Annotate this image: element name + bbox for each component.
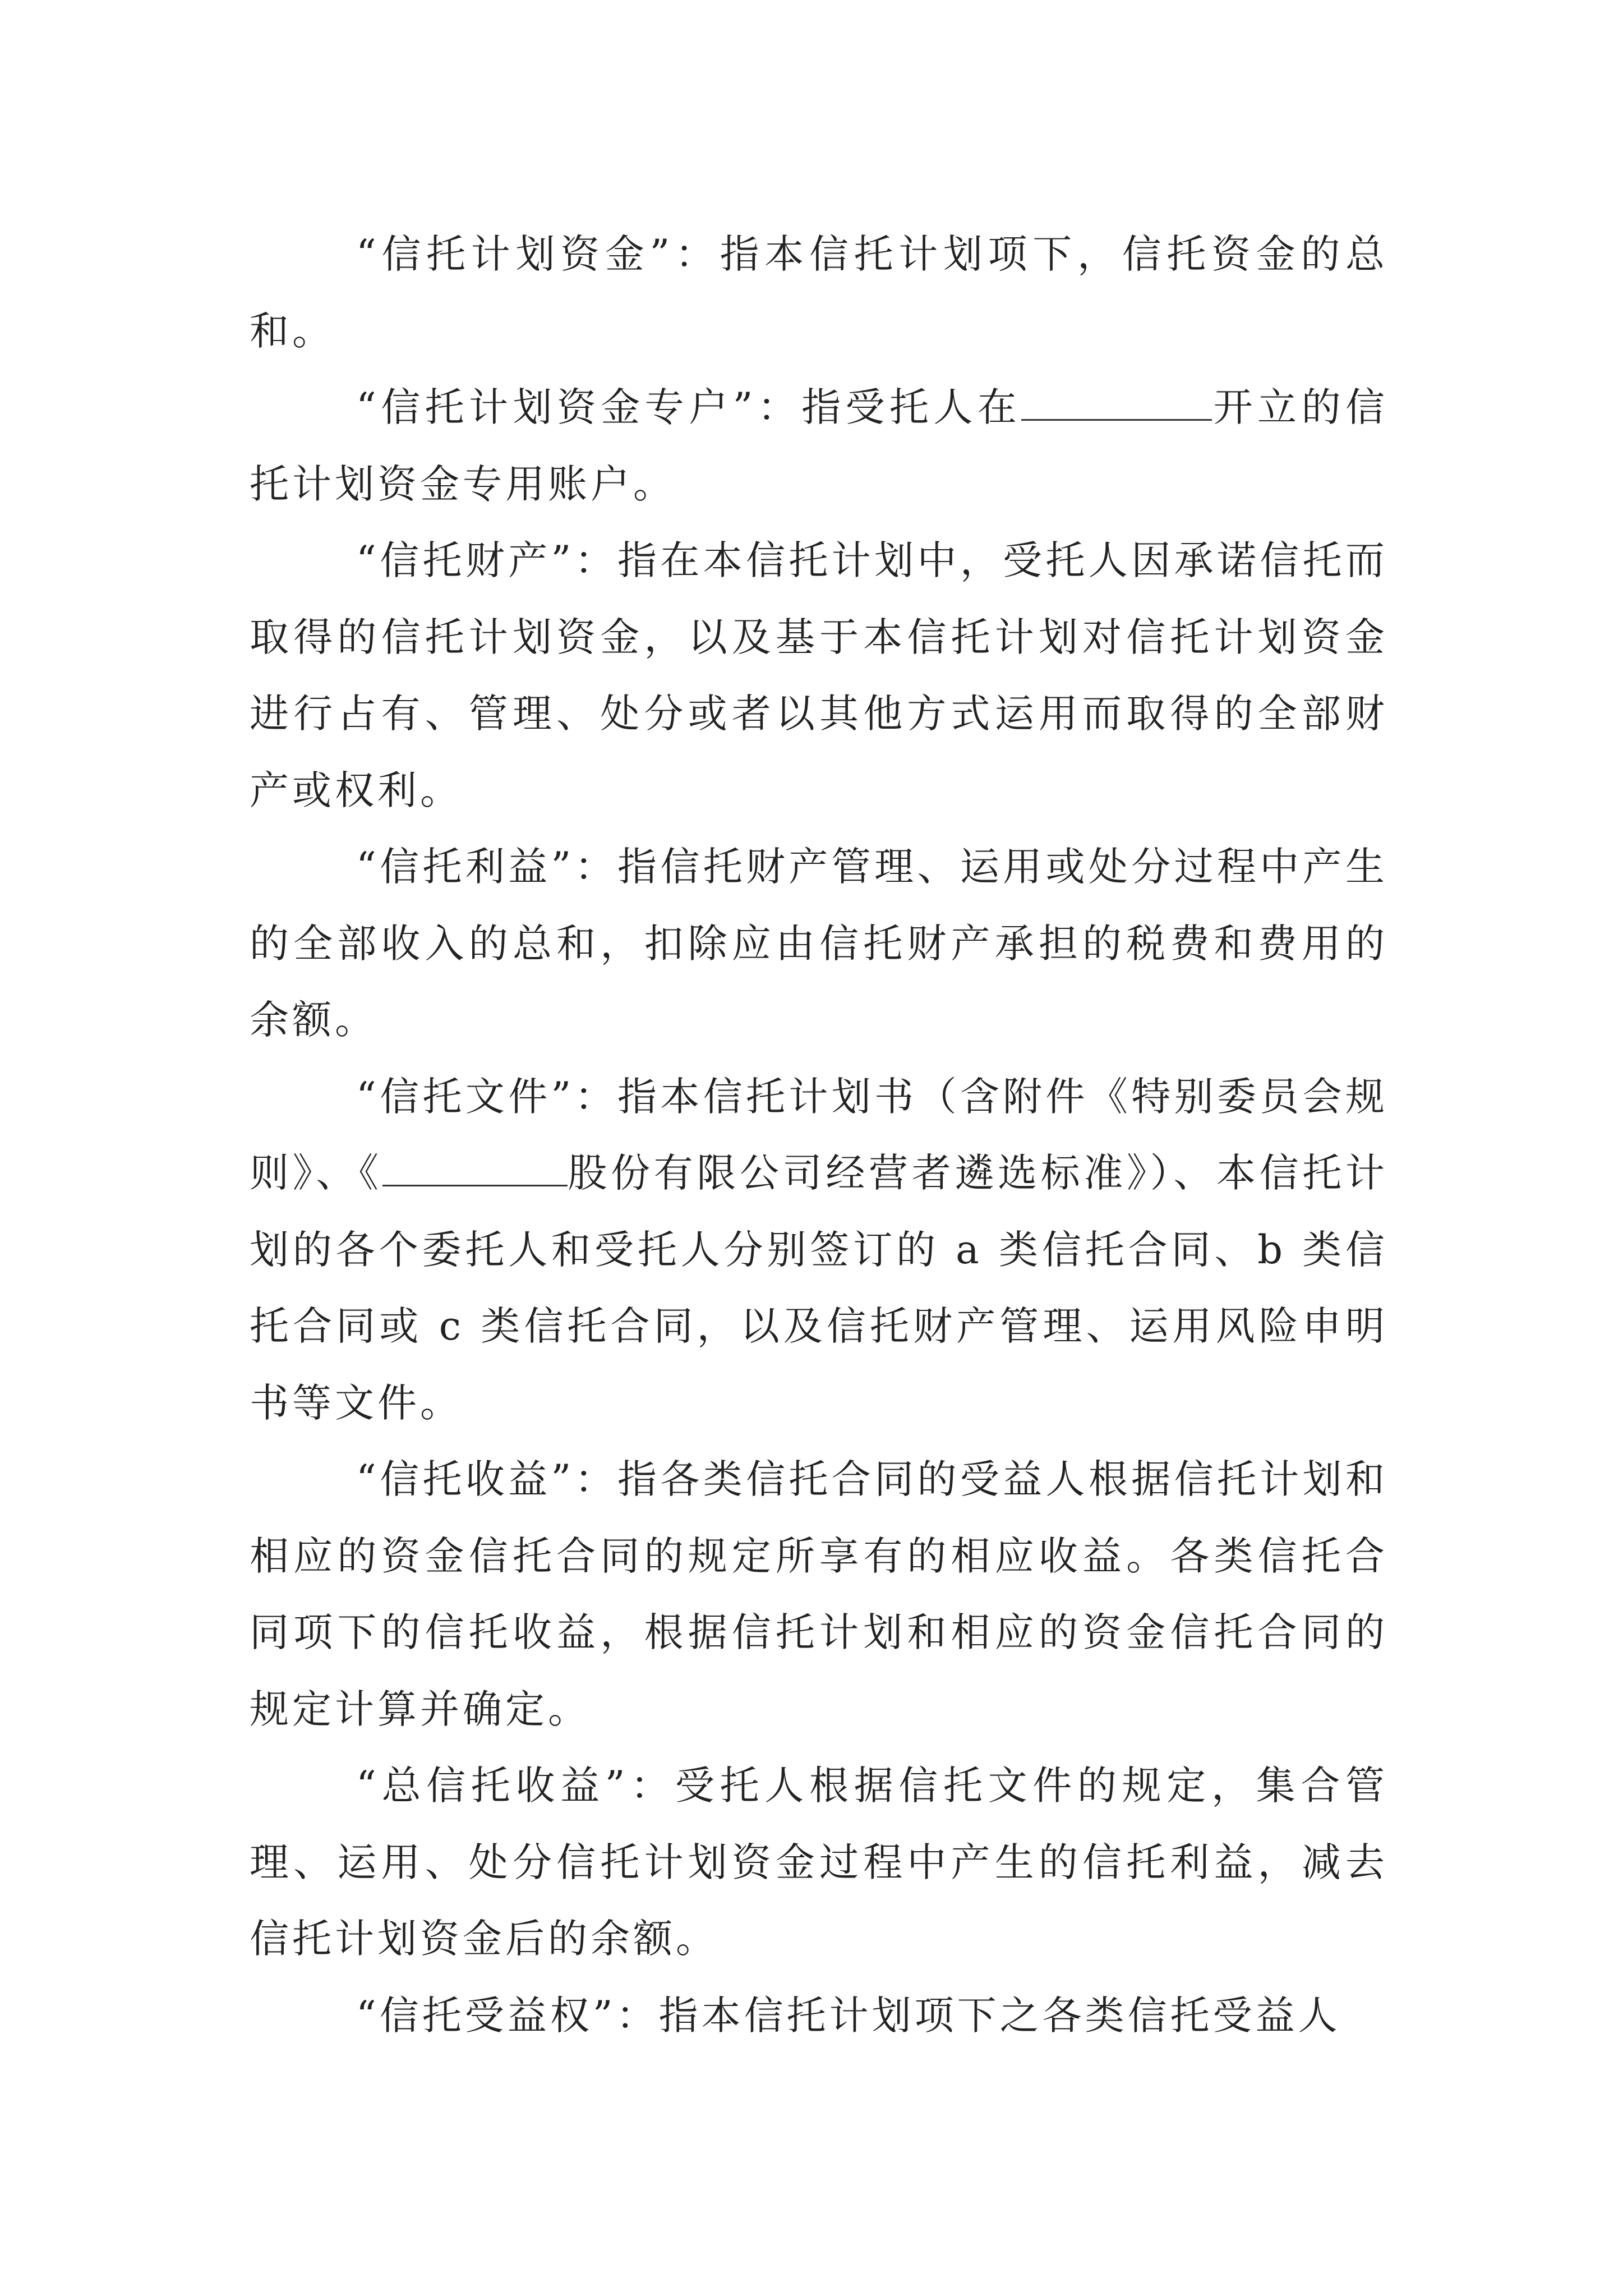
definition-trust-property xyxy=(250,522,1388,829)
fill-in-blank-company xyxy=(382,1152,568,1186)
definition-trust-plan-funds-account xyxy=(250,369,1388,522)
paragraph-text: “总信托收益”：受托人根据信托文件的规定，集合管理、运用、处分信托计划资金过程中产生的信托利益，减去信托计划资金后的余额。 xyxy=(250,1763,1388,1962)
definition-trust-benefit xyxy=(250,829,1388,1059)
definition-total-trust-income xyxy=(250,1747,1388,1977)
paragraph-text-before-blank: “信托文件”：指本信托计划书（含附件《特别委员会规则》、《 xyxy=(250,1073,1388,1196)
paragraph-text: “信托受益权”：指本信托计划项下之各类信托受益人 xyxy=(356,1992,1341,2039)
paragraph-text-before-blank: “信托计划资金专户”：指受托人在 xyxy=(356,384,1022,430)
fill-in-blank-bank xyxy=(1021,386,1212,421)
definition-trust-beneficial-right xyxy=(250,1977,1388,2054)
paragraph-text: “信托利益”：指信托财产管理、运用或处分过程中产生的全部收入的总和，扣除应由信托财产承担的税费和费用的余额。 xyxy=(250,844,1388,1043)
definition-trust-documents xyxy=(250,1059,1388,1442)
definition-trust-income xyxy=(250,1441,1388,1747)
definition-trust-plan-funds xyxy=(250,216,1388,369)
paragraph-text: “信托计划资金”：指本信托计划项下，信托资金的总和。 xyxy=(250,231,1388,354)
paragraph-text: “信托收益”：指各类信托合同的受益人根据信托计划和相应的资金信托合同的规定所享有的相应收益。各类信托合同项下的信托收益，根据信托计划和相应的资金信托合同的规定计算并确定。 xyxy=(250,1456,1388,1732)
document-body xyxy=(250,216,1388,2054)
paragraph-text-after-blank: 开立的信托计划资金专用账户。 xyxy=(250,384,1388,507)
paragraph-text-after-blank: 股份有限公司经营者遴选标准》）、本信托计划的各个委托人和受托人分别签订的 a 类信托合同、b 类信托合同或 c 类信托合同，以及信托财产管理、运用风险申明书等文件。 xyxy=(250,1150,1389,1426)
paragraph-text: “信托财产”：指在本信托计划中，受托人因承诺信托而取得的信托计划资金，以及基于本信托计划对信托计划资金进行占有、管理、处分或者以其他方式运用而取得的全部财产或权利。 xyxy=(250,537,1388,813)
